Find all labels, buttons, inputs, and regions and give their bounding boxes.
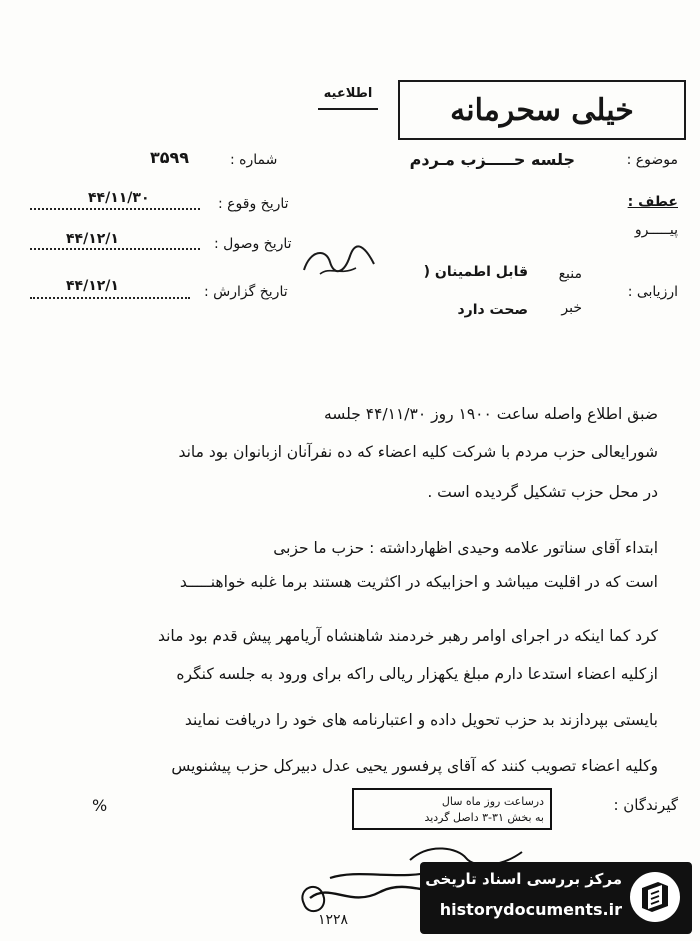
watermark-url: historydocuments.ir xyxy=(439,900,622,919)
paragraph-2-line-6: وکلیه اعضاء تصویب کنند که آقای پرفسور یحیی عدل دبیرکل حزب پیشنویس xyxy=(171,757,658,775)
number-label: شماره : xyxy=(230,152,278,168)
followup-label: پیـــــرو xyxy=(634,222,678,238)
receipt-stamp-line-1: درساعت روز ماه سال xyxy=(441,795,544,808)
paragraph-2-line-1: ابتداء آقای سناتور علامه وحیدی اظهارداشته : حزب ما حزبی xyxy=(273,539,658,557)
paragraph-2-line-3: کرد کما اینکه در اجرای اوامر رهبر خردمند شاهنشاه آریامهر پیش قدم بود ماند xyxy=(157,627,658,645)
news-label: خبر xyxy=(561,300,582,316)
archive-logo-icon xyxy=(628,870,682,924)
report-date-dots xyxy=(30,297,190,299)
number-value: ۳۵۹۹ xyxy=(150,148,190,167)
receipt-stamp xyxy=(352,788,552,830)
news-value: صحت دارد xyxy=(457,302,528,318)
handwritten-source-annotation-icon xyxy=(300,244,380,280)
report-date-label: تاریخ گزارش : xyxy=(204,284,288,300)
paragraph-2-line-5: بایستی بپردازند بد حزب تحویل داده و اعتبارنامه های خود را دریافت نمایند xyxy=(184,711,658,729)
subject-value: جلسه حـــــزب مـردم xyxy=(409,150,575,169)
paragraph-1-line-2: شورایعالی حزب مردم با شرکت کلیه اعضاء که ده نفرآنان ازبانوان بود ماند xyxy=(178,443,658,461)
subject-label: موضوع : xyxy=(626,152,678,168)
attachment-label: عطف : xyxy=(627,194,678,210)
watermark-banner xyxy=(420,862,692,934)
event-date-value: ۴۴/۱۱/۳۰ xyxy=(88,190,150,206)
receipt-date-dots xyxy=(30,248,200,250)
recipients-label: گیرندگان : xyxy=(613,796,678,814)
paragraph-1-line-1: ضبق اطلاع واصله ساعت ۱۹۰۰ روز ۴۴/۱۱/۳۰ جلسه xyxy=(324,405,658,423)
paragraph-2-line-2: است که در اقلیت میباشد و احزابیکه در اکثریت هستند برما غلبه خواهنـــــد xyxy=(179,573,658,591)
event-date-label: تاریخ وقوع : xyxy=(218,196,289,212)
document-type-stamp: اطلاعیه xyxy=(318,86,378,110)
paragraph-2-line-4: ازکلیه اعضاء استدعا دارم مبلغ یکهزار ریالی راکه برای ورود به جلسه کنگره xyxy=(176,665,658,683)
watermark-title: مرکز بررسی اسناد تاریخی xyxy=(425,870,622,888)
percent-mark: % xyxy=(92,796,108,815)
receipt-date-value: ۴۴/۱۲/۱ xyxy=(66,231,119,247)
report-date-value: ۴۴/۱۲/۱ xyxy=(66,278,119,294)
receipt-stamp-line-2: به بخش ۳۱-۳ داصل گردید xyxy=(424,811,544,824)
receipt-date-label: تاریخ وصول : xyxy=(214,236,292,252)
classification-stamp: خیلی سحرمانه xyxy=(398,80,686,140)
page-number: ۱۲۲۸ xyxy=(318,912,349,928)
evaluation-label: ارزیابی : xyxy=(627,284,678,300)
source-value: قابل اطمینان ( xyxy=(423,264,528,280)
paragraph-1-line-3: در محل حزب تشکیل گردیده است . xyxy=(427,483,658,501)
source-label: منبع xyxy=(558,266,582,282)
event-date-dots xyxy=(30,208,200,210)
